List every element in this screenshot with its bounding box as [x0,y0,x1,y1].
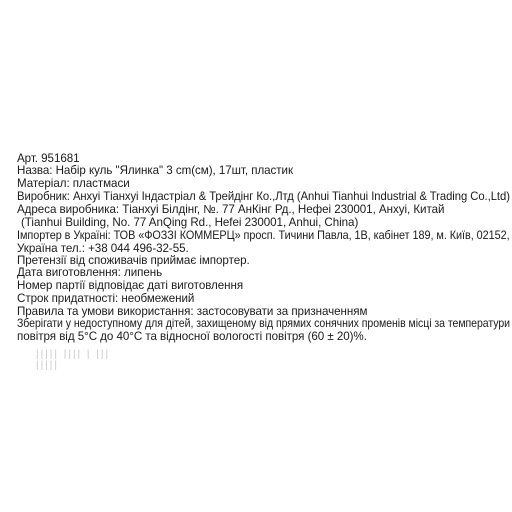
claims-note: Претензії від споживачів приймає імпортер. [17,254,250,267]
manufacturer-address: Адреса виробника: Тіанхуі Білдінг, №. 77 АнКінг Рд., Нефеі 230001, Анхуі, Китай [17,203,445,216]
manufacturer-address-latin: (Tianhui Building, No. 77 AnQing Rd., Hefei 230001, Anhui, China) [21,216,359,229]
manufacturer: Виробник: Анхуі Тіанхуі Індастріал & Трейдінг Ко.,Лтд (Anhui Tianhui Industrial & Trading Co.,Ltd) [17,190,510,203]
importer: Імпортер в Україні: ТОВ «ФОЗЗІ КОММЕРЦ» просп. Тичини Павла, 1В, кабінет 189, м. Київ, 02152, [17,229,510,242]
article-number: Арт. 951681 [17,152,80,165]
product-name: Назва: Набір куль "Ялинка" 3 cm(см), 17шт, пластик [17,164,294,177]
storage-conditions: Зберігати у недоступному для дітей, захищеному від прямих сонячних променів місці за температури [17,317,511,330]
storage-conditions-continued: повітря від 5°С до 40°С та відносної вологості повітря (60 ± 20)%. [17,330,367,343]
importer-phone: Україна тел.: +38 044 496-32-55. [17,242,189,255]
shelf-life: Строк придатності: необмежений [17,292,195,305]
manufacture-date: Дата виготовлення: липень [17,266,163,279]
cut-off-text-fragment: ||||| |||| | ||| ||||| [36,349,111,371]
usage-rules: Правила та умови використання: застосовувати за призначенням [17,305,368,318]
material: Матеріал: пластмаси [17,177,130,190]
batch-number: Номер партії відповідає даті виготовлення [17,279,244,292]
